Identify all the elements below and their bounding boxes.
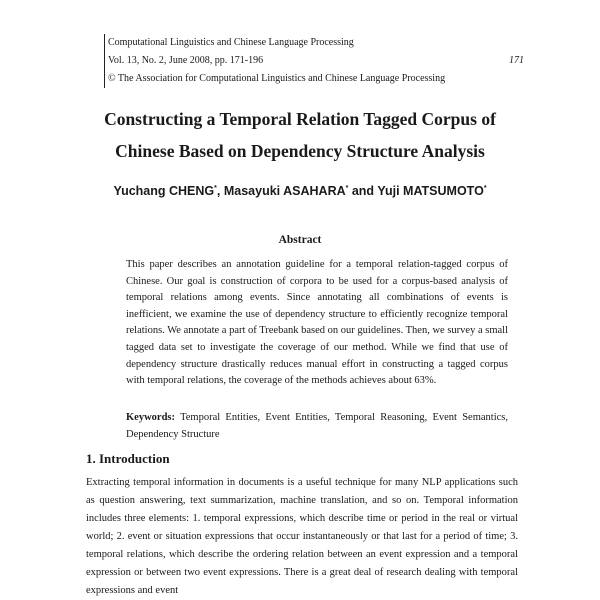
author-name: Yuji MATSUMOTO [377,184,484,198]
title-line-2: Chinese Based on Dependency Structure Analysis [115,141,485,161]
keywords-text: Temporal Entities, Event Entities, Temporal Reasoning, Event Semantics, Dependency Structure [126,412,508,440]
author-separator: , [216,184,224,198]
affiliation-mark: * [214,184,217,192]
paper-title [60,103,540,167]
journal-name: Computational Linguistics and Chinese Language Processing [108,37,354,48]
copyright-line: © The Association for Computational Linguistics and Chinese Language Processing [108,73,446,84]
introduction-body: Extracting temporal information in documents is a useful technique for many NLP applications such as question answering, text summarization, machine translation, and so on. Temporal information includes three elements: 1. temporal expressions, which describe time or period in the real or virtual world; 2. event or situation expressions that occur instantaneously or that last for a period of time; 3. temporal relations, which describe the ordering relation between an event expression and a temporal expression or between two event expressions. There is a great deal of research dealing with temporal expressions and event [86,477,518,596]
keywords-label: Keywords: [126,412,175,423]
affiliation-mark: * [483,184,487,192]
running-header [104,34,524,88]
keywords [126,410,508,443]
affiliation-mark: * [345,184,349,192]
abstract-heading: Abstract [278,234,322,246]
abstract-body: This paper describes an annotation guideline for a temporal relation-tagged corpus of Chinese. Our goal is construction of corpora to be used for a corpus-based analysis of temporal relations among events. Since annotating all combinations of events is inefficient, we examine the use of dependency structure to efficiently recognize temporal relations. We annotate a part of Treebank based on our guidelines. Then, we survey a small tagged data set to investigate the coverage of our method. While we find that use of dependency structure drastically reduces manual effort in constructing a tagged corpus with temporal relations, the coverage of the methods achieves about 63%. [126,259,508,387]
title-line-1: Constructing a Temporal Relation Tagged Corpus of [104,109,496,129]
volume-row [108,52,524,70]
page-number: 171 [509,55,524,66]
section-heading: 1. Introduction [86,451,170,466]
author-list [60,184,540,198]
author-name: Masayuki ASAHARA [223,184,346,198]
volume-info: Vol. 13, No. 2, June 2008, pp. 171-196 [108,55,264,66]
author-separator: and [348,184,378,198]
author-name: Yuchang CHENG [113,184,215,198]
